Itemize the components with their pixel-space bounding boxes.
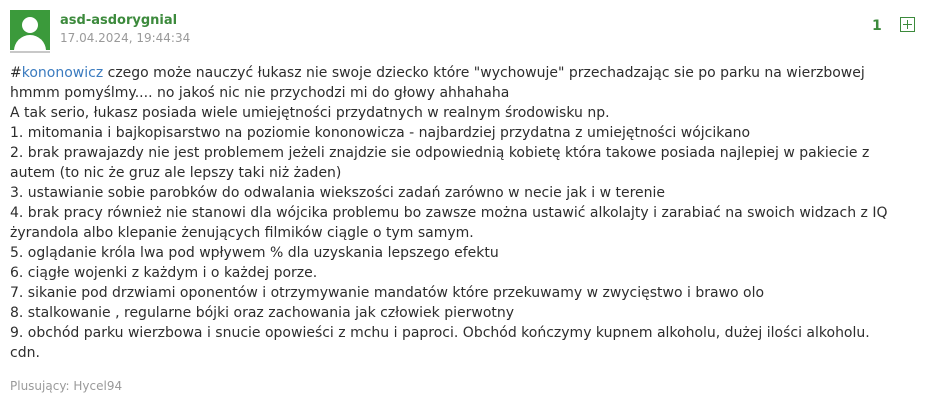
entry-line: 9. obchód parku wierzbowa i snucie opowieści z mchu i paproci. Obchód kończymy kupnem alkoholu, dużej ilości alkoholu.: [10, 325, 870, 341]
entry-first-line: [10, 63, 916, 103]
plusers-list[interactable]: Plusujący: Hycel94: [10, 379, 123, 393]
entry-line: cdn.: [10, 345, 40, 361]
entry-line: A tak serio, łukasz posiada wiele umiejętności przydatnych w realnym środowisku np.: [10, 105, 610, 121]
entry-line: 8. stalkowanie , regularne bójki oraz zachowania jak człowiek pierwotny: [10, 305, 515, 321]
plus-icon[interactable]: [900, 17, 915, 32]
entry-line: 6. ciągłe wojenki z każdym i o każdej porze.: [10, 265, 318, 281]
tag-link[interactable]: kononowicz: [21, 65, 104, 81]
entry-line: 7. sikanie pod drzwiami oponentów i otrzymywanie mandatów które przekuwamy w zwycięstwo i brawo olo: [10, 285, 765, 301]
entry-date[interactable]: 17.04.2024, 19:44:34: [60, 31, 191, 45]
entry-line: 2. brak prawajazdy nie jest problemem jeżeli znajdzie sie odpowiednią kobietę która takowe posiada najlepiej w pakiecie z autem (to nic że gruz ale lepszy taki niż żaden): [10, 145, 870, 181]
entry-line: 4. brak pracy również nie stanowi dla wójcika problemu bo zawsze można ustawić alkolajty i zarabiać na swoich widzach z IQ żyrandola albo klepanie żenujących filmików ciągle o tym samym.: [10, 205, 888, 241]
avatar-gender-bar: [10, 51, 50, 53]
author-username[interactable]: asd-asdorygnial: [60, 13, 178, 28]
entry-line: 3. ustawianie sobie parobków do odwalania wiekszości zadań zarówno w necie jak i w terenie: [10, 185, 666, 201]
first-line-text: czego może nauczyć łukasz nie swoje dziecko które "wychowuje" przechadzając sie po parku na wierzbowej hmmm pomyślmy.... no jakoś nic nie przychodzi mi do głowy ahhahaha: [10, 65, 865, 101]
avatar-body-shape: [14, 35, 46, 50]
user-avatar[interactable]: [10, 10, 50, 50]
entry-content: [10, 63, 916, 363]
entry-line: 1. mitomania i bajkopisarstwo na poziomie kononowicza - najbardziej przydatna z umiejętności wójcikano: [10, 125, 751, 141]
vote-count: 1: [872, 18, 882, 34]
entry-line: 5. oglądanie króla lwa pod wpływem % dla uzyskania lepszego efektu: [10, 245, 499, 261]
avatar-head-shape: [22, 17, 38, 33]
tag-prefix: #: [10, 65, 22, 81]
